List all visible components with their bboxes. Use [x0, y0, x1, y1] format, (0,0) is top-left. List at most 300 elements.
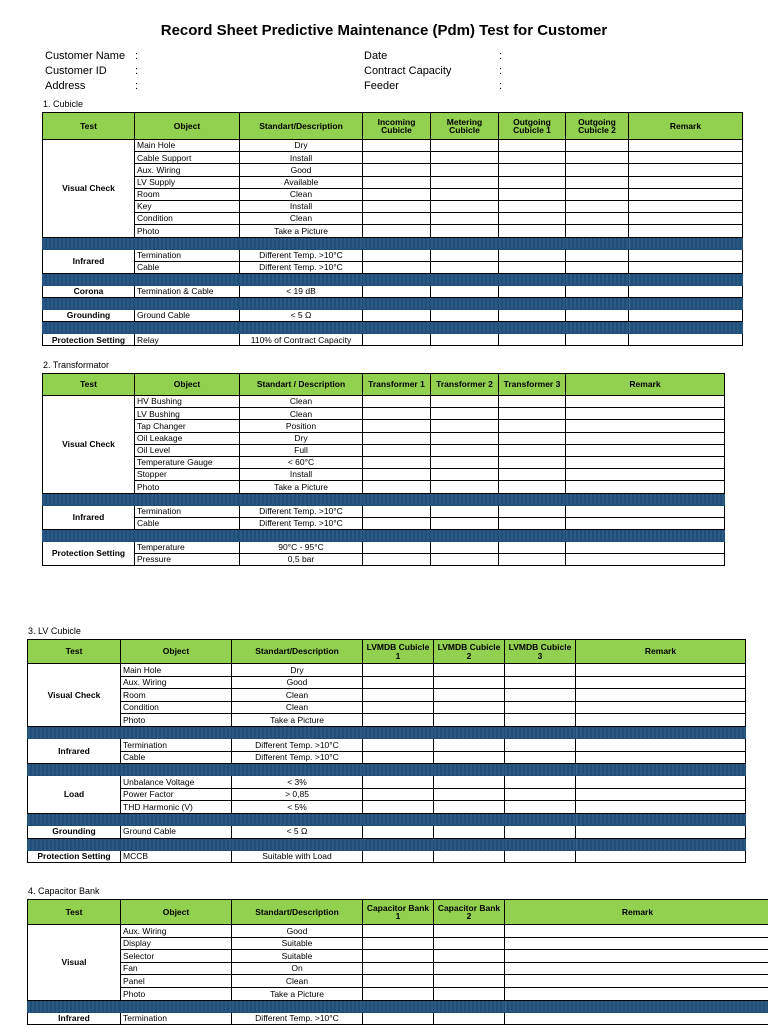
input-cell[interactable] [505, 962, 768, 975]
input-cell[interactable] [505, 925, 768, 938]
feeder-label: Feeder [364, 80, 499, 95]
input-cell[interactable] [629, 188, 743, 200]
separator-cell [505, 726, 576, 738]
object-cell: Selector [121, 950, 232, 963]
separator-row [43, 273, 743, 285]
input-cell[interactable] [499, 213, 566, 225]
input-cell[interactable] [363, 334, 431, 346]
input-cell[interactable] [363, 176, 431, 188]
input-cell[interactable] [434, 738, 505, 751]
input-cell[interactable] [363, 962, 434, 975]
input-cell[interactable] [434, 751, 505, 764]
input-cell[interactable] [566, 456, 725, 468]
input-cell[interactable] [576, 738, 746, 751]
input-cell[interactable] [566, 420, 725, 432]
standard-cell: Position [240, 420, 363, 432]
input-cell[interactable] [431, 249, 499, 261]
table-row [43, 188, 743, 200]
input-cell[interactable] [499, 188, 566, 200]
input-cell[interactable] [434, 975, 505, 988]
input-cell[interactable] [434, 937, 505, 950]
separator-cell [499, 273, 566, 285]
table-row [43, 213, 743, 225]
input-cell[interactable] [363, 554, 431, 566]
input-cell[interactable] [499, 261, 566, 273]
object-cell: Temperature [135, 541, 240, 553]
input-cell[interactable] [431, 188, 499, 200]
input-cell[interactable] [363, 676, 434, 689]
column-header-object: Object [121, 640, 232, 664]
input-cell[interactable] [363, 213, 431, 225]
input-cell[interactable] [505, 751, 576, 764]
column-header-test: Test [43, 374, 135, 396]
input-cell[interactable] [505, 950, 768, 963]
input-cell[interactable] [499, 420, 566, 432]
input-cell[interactable] [363, 456, 431, 468]
object-cell: Tap Changer [135, 420, 240, 432]
table-row [28, 950, 768, 963]
separator-cell [240, 529, 363, 541]
input-cell[interactable] [576, 801, 746, 814]
input-cell[interactable] [363, 925, 434, 938]
object-cell: Termination & Cable [135, 285, 240, 297]
input-cell[interactable] [431, 456, 499, 468]
input-cell[interactable] [499, 469, 566, 481]
input-cell[interactable] [499, 456, 566, 468]
input-cell[interactable] [431, 261, 499, 273]
separator-cell [363, 493, 431, 505]
separator-cell [505, 813, 576, 825]
input-cell[interactable] [499, 554, 566, 566]
standard-cell: 0,5 bar [240, 554, 363, 566]
standard-cell: Clean [232, 975, 363, 988]
standard-cell: Different Temp. >10°C [240, 505, 363, 517]
separator-cell [499, 298, 566, 310]
customer-id-label: Customer ID [45, 65, 135, 80]
input-cell[interactable] [431, 396, 499, 408]
standard-cell: Clean [240, 188, 363, 200]
input-cell[interactable] [629, 310, 743, 322]
standard-cell: Clean [240, 408, 363, 420]
separator-cell [232, 726, 363, 738]
table-row [43, 456, 725, 468]
input-cell[interactable] [566, 505, 725, 517]
input-cell[interactable] [629, 225, 743, 237]
separator-cell [499, 237, 566, 249]
input-cell[interactable] [629, 285, 743, 297]
input-cell[interactable] [629, 152, 743, 164]
input-cell[interactable] [505, 825, 576, 838]
input-cell[interactable] [499, 541, 566, 553]
input-cell[interactable] [363, 164, 431, 176]
input-cell[interactable] [576, 689, 746, 702]
input-cell[interactable] [505, 975, 768, 988]
input-cell[interactable] [431, 420, 499, 432]
input-cell[interactable] [434, 1012, 505, 1025]
separator-cell [629, 237, 743, 249]
input-cell[interactable] [499, 444, 566, 456]
input-cell[interactable] [505, 689, 576, 702]
input-cell[interactable] [499, 140, 566, 152]
input-cell[interactable] [434, 676, 505, 689]
table-row [28, 664, 746, 677]
input-cell[interactable] [505, 676, 576, 689]
input-cell[interactable] [566, 225, 629, 237]
input-cell[interactable] [629, 164, 743, 176]
input-cell[interactable] [505, 1012, 768, 1025]
input-cell[interactable] [566, 140, 629, 152]
input-cell[interactable] [629, 140, 743, 152]
input-cell[interactable] [629, 249, 743, 261]
input-cell[interactable] [363, 200, 431, 212]
standard-cell: Suitable with Load [232, 850, 363, 863]
input-cell[interactable] [629, 176, 743, 188]
input-cell[interactable] [363, 152, 431, 164]
table-row [43, 176, 743, 188]
object-cell: Room [135, 188, 240, 200]
table-row [43, 225, 743, 237]
standard-cell: Available [240, 176, 363, 188]
object-cell: Power Factor [121, 788, 232, 801]
input-cell[interactable] [363, 825, 434, 838]
separator-cell [363, 838, 434, 850]
input-cell[interactable] [499, 200, 566, 212]
input-cell[interactable] [431, 152, 499, 164]
input-cell[interactable] [505, 776, 576, 789]
standard-cell: < 5% [232, 801, 363, 814]
input-cell[interactable] [363, 776, 434, 789]
column-header-object: Object [135, 374, 240, 396]
standard-cell: 90°C - 95°C [240, 541, 363, 553]
input-cell[interactable] [505, 850, 576, 863]
input-cell[interactable] [566, 200, 629, 212]
input-cell[interactable] [431, 225, 499, 237]
input-cell[interactable] [431, 164, 499, 176]
input-cell[interactable] [431, 176, 499, 188]
standard-cell: Good [240, 164, 363, 176]
input-cell[interactable] [363, 469, 431, 481]
input-cell[interactable] [434, 925, 505, 938]
input-cell[interactable] [499, 152, 566, 164]
input-cell[interactable] [363, 249, 431, 261]
input-cell[interactable] [576, 676, 746, 689]
header-right [364, 50, 502, 95]
standard-cell: > 0,85 [232, 788, 363, 801]
input-cell[interactable] [434, 825, 505, 838]
input-cell[interactable] [499, 481, 566, 493]
page-title: Record Sheet Predictive Maintenance (Pdm) Test for Customer [0, 22, 768, 39]
input-cell[interactable] [566, 261, 629, 273]
input-cell[interactable] [363, 788, 434, 801]
standard-cell: Clean [232, 701, 363, 714]
object-cell: Cable [135, 261, 240, 273]
input-cell[interactable] [363, 714, 434, 727]
input-cell[interactable] [431, 408, 499, 420]
input-cell[interactable] [434, 801, 505, 814]
colon: : [135, 50, 138, 65]
separator-cell [434, 813, 505, 825]
separator-cell [232, 1000, 363, 1012]
colon: : [499, 80, 502, 95]
input-cell[interactable] [499, 164, 566, 176]
input-cell[interactable] [576, 788, 746, 801]
input-cell[interactable] [499, 408, 566, 420]
input-cell[interactable] [431, 432, 499, 444]
input-cell[interactable] [566, 164, 629, 176]
object-cell: Aux. Wiring [121, 925, 232, 938]
test-cell-protection-setting: Protection Setting [43, 334, 135, 346]
input-cell[interactable] [363, 505, 431, 517]
input-cell[interactable] [566, 285, 629, 297]
object-cell: Ground Cable [121, 825, 232, 838]
input-cell[interactable] [505, 788, 576, 801]
input-cell[interactable] [499, 225, 566, 237]
input-cell[interactable] [363, 261, 431, 273]
input-cell[interactable] [566, 408, 725, 420]
input-cell[interactable] [363, 801, 434, 814]
input-cell[interactable] [499, 176, 566, 188]
input-cell[interactable] [431, 505, 499, 517]
input-cell[interactable] [566, 334, 629, 346]
header-row [43, 374, 725, 396]
separator-cell [135, 322, 240, 334]
input-cell[interactable] [431, 554, 499, 566]
input-cell[interactable] [431, 213, 499, 225]
separator-cell [505, 1000, 768, 1012]
table-row [43, 152, 743, 164]
input-cell[interactable] [363, 738, 434, 751]
date-label: Date [364, 50, 499, 65]
input-cell[interactable] [363, 310, 431, 322]
separator-cell [629, 273, 743, 285]
input-cell[interactable] [363, 701, 434, 714]
input-cell[interactable] [566, 249, 629, 261]
input-cell[interactable] [629, 200, 743, 212]
separator-cell [121, 1000, 232, 1012]
input-cell[interactable] [566, 396, 725, 408]
input-cell[interactable] [431, 310, 499, 322]
input-cell[interactable] [566, 310, 629, 322]
input-cell[interactable] [363, 950, 434, 963]
object-cell: THD Harmonic (V) [121, 801, 232, 814]
input-cell[interactable] [434, 664, 505, 677]
input-cell[interactable] [431, 541, 499, 553]
input-cell[interactable] [363, 689, 434, 702]
input-cell[interactable] [499, 334, 566, 346]
input-cell[interactable] [363, 432, 431, 444]
input-cell[interactable] [431, 444, 499, 456]
input-cell[interactable] [629, 213, 743, 225]
separator-cell [135, 237, 240, 249]
input-cell[interactable] [431, 517, 499, 529]
standard-cell: Dry [240, 432, 363, 444]
separator-cell [363, 237, 431, 249]
separator-cell [135, 298, 240, 310]
input-cell[interactable] [434, 689, 505, 702]
input-cell[interactable] [363, 850, 434, 863]
input-cell[interactable] [363, 408, 431, 420]
contract-capacity-label: Contract Capacity [364, 65, 499, 80]
separator-cell [232, 764, 363, 776]
input-cell[interactable] [434, 850, 505, 863]
table-row [43, 554, 725, 566]
standard-cell: 110% of Contract Capacity [240, 334, 363, 346]
separator-row [43, 322, 743, 334]
input-cell[interactable] [576, 850, 746, 863]
input-cell[interactable] [363, 285, 431, 297]
object-cell: MCCB [121, 850, 232, 863]
input-cell[interactable] [363, 541, 431, 553]
test-cell-grounding: Grounding [28, 825, 121, 838]
input-cell[interactable] [434, 950, 505, 963]
test-cell-visual-check: Visual Check [43, 396, 135, 494]
object-cell: Condition [135, 213, 240, 225]
separator-cell [363, 764, 434, 776]
input-cell[interactable] [363, 420, 431, 432]
standard-cell: Clean [240, 396, 363, 408]
table-row [28, 1012, 768, 1025]
object-cell: Cable Support [135, 152, 240, 164]
object-cell: Display [121, 937, 232, 950]
input-cell[interactable] [434, 987, 505, 1000]
input-cell[interactable] [434, 701, 505, 714]
input-cell[interactable] [363, 225, 431, 237]
standard-cell: Clean [240, 213, 363, 225]
input-cell[interactable] [576, 776, 746, 789]
input-cell[interactable] [576, 701, 746, 714]
input-cell[interactable] [431, 481, 499, 493]
separator-cell [28, 813, 121, 825]
object-cell: Termination [135, 505, 240, 517]
standard-cell: Dry [240, 140, 363, 152]
separator-cell [499, 493, 566, 505]
input-cell[interactable] [434, 714, 505, 727]
input-cell[interactable] [363, 975, 434, 988]
input-cell[interactable] [431, 140, 499, 152]
test-cell-visual-check: Visual Check [43, 140, 135, 238]
input-cell[interactable] [431, 285, 499, 297]
input-cell[interactable] [566, 432, 725, 444]
test-cell-infrared: Infrared [28, 738, 121, 763]
column-header-standart-description: Standart/Description [232, 900, 363, 925]
input-cell[interactable] [505, 738, 576, 751]
standard-cell: < 19 dB [240, 285, 363, 297]
input-cell[interactable] [505, 937, 768, 950]
input-cell[interactable] [499, 249, 566, 261]
separator-cell [431, 322, 499, 334]
object-cell: Cable [121, 751, 232, 764]
input-cell[interactable] [363, 517, 431, 529]
input-cell[interactable] [431, 334, 499, 346]
standard-cell: Take a Picture [240, 481, 363, 493]
standard-cell: Different Temp. >10°C [232, 738, 363, 751]
object-cell: Panel [121, 975, 232, 988]
input-cell[interactable] [499, 310, 566, 322]
separator-cell [240, 322, 363, 334]
input-cell[interactable] [431, 200, 499, 212]
input-cell[interactable] [363, 188, 431, 200]
test-cell-load: Load [28, 776, 121, 814]
separator-row [43, 529, 725, 541]
separator-cell [43, 493, 135, 505]
input-cell[interactable] [499, 432, 566, 444]
input-cell[interactable] [505, 801, 576, 814]
object-cell: LV Bushing [135, 408, 240, 420]
input-cell[interactable] [363, 937, 434, 950]
table-row [28, 776, 746, 789]
input-cell[interactable] [566, 481, 725, 493]
standard-cell: < 5 Ω [232, 825, 363, 838]
standard-cell: On [232, 962, 363, 975]
input-cell[interactable] [434, 788, 505, 801]
separator-cell [431, 273, 499, 285]
column-header-lvmdb-cubicle-3: LVMDB Cubicle 3 [505, 640, 576, 664]
input-cell[interactable] [566, 152, 629, 164]
input-cell[interactable] [363, 751, 434, 764]
input-cell[interactable] [434, 776, 505, 789]
input-cell[interactable] [363, 664, 434, 677]
input-cell[interactable] [363, 481, 431, 493]
separator-cell [434, 726, 505, 738]
input-cell[interactable] [434, 962, 505, 975]
separator-cell [28, 1000, 121, 1012]
input-cell[interactable] [566, 188, 629, 200]
input-cell[interactable] [576, 714, 746, 727]
input-cell[interactable] [431, 469, 499, 481]
column-header-test: Test [28, 640, 121, 664]
input-cell[interactable] [566, 213, 629, 225]
input-cell[interactable] [363, 1012, 434, 1025]
standard-cell: Clean [232, 689, 363, 702]
input-cell[interactable] [576, 664, 746, 677]
test-cell-infrared: Infrared [43, 249, 135, 273]
input-cell[interactable] [576, 825, 746, 838]
column-header-lvmdb-cubicle-2: LVMDB Cubicle 2 [434, 640, 505, 664]
input-cell[interactable] [629, 334, 743, 346]
input-cell[interactable] [566, 541, 725, 553]
separator-cell [363, 813, 434, 825]
table-row [28, 714, 746, 727]
section-table-1-cubicle [42, 112, 743, 346]
input-cell[interactable] [499, 517, 566, 529]
separator-cell [431, 493, 499, 505]
input-cell[interactable] [505, 701, 576, 714]
input-cell[interactable] [363, 396, 431, 408]
input-cell[interactable] [499, 285, 566, 297]
standard-cell: Suitable [232, 950, 363, 963]
input-cell[interactable] [363, 444, 431, 456]
input-cell[interactable] [363, 987, 434, 1000]
input-cell[interactable] [505, 714, 576, 727]
table-row [28, 676, 746, 689]
input-cell[interactable] [566, 517, 725, 529]
separator-row [43, 237, 743, 249]
input-cell[interactable] [505, 664, 576, 677]
input-cell[interactable] [363, 140, 431, 152]
separator-cell [43, 298, 135, 310]
input-cell[interactable] [629, 261, 743, 273]
input-cell[interactable] [576, 751, 746, 764]
table-row [28, 975, 768, 988]
input-cell[interactable] [499, 396, 566, 408]
input-cell[interactable] [566, 469, 725, 481]
input-cell[interactable] [566, 554, 725, 566]
input-cell[interactable] [566, 176, 629, 188]
input-cell[interactable] [499, 505, 566, 517]
test-cell-protection-setting: Protection Setting [28, 850, 121, 863]
input-cell[interactable] [566, 444, 725, 456]
input-cell[interactable] [505, 987, 768, 1000]
